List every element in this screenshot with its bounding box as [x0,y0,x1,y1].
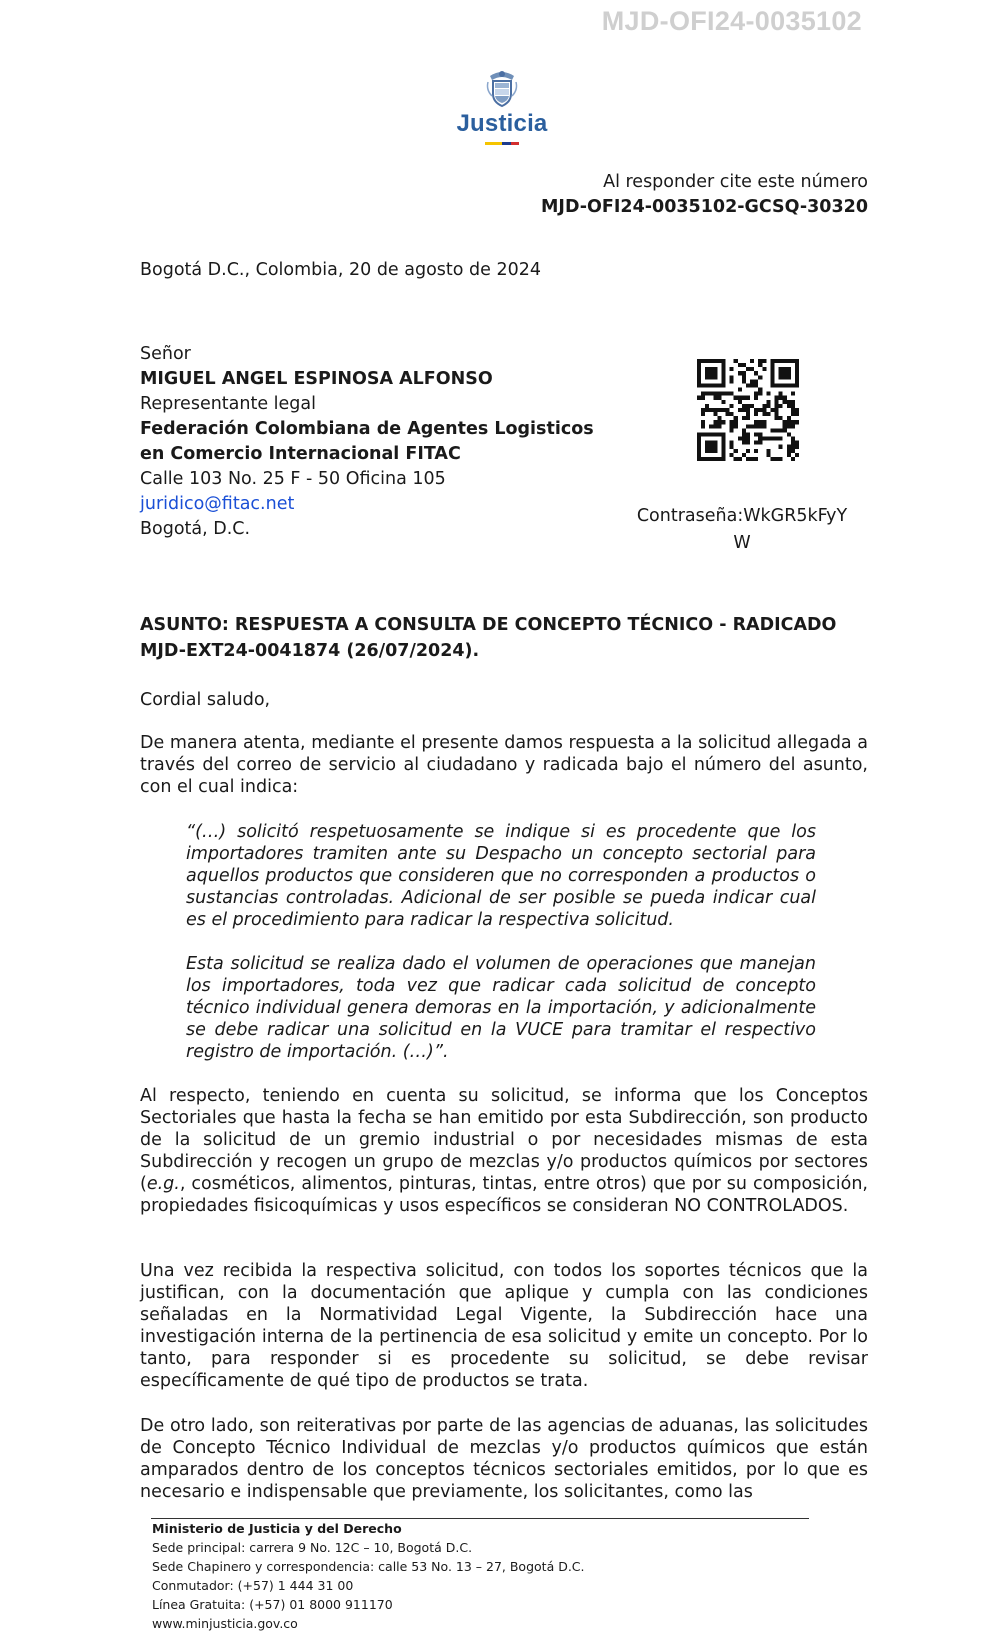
recipient-email-link[interactable]: juridico@fitac.net [140,494,295,514]
subject-line1: ASUNTO: RESPUESTA A CONSULTA DE CONCEPTO TÉCNICO - RADICADO [140,615,837,635]
justicia-logo [453,68,551,145]
password-line1: Contraseña:WkGR5kFyY [636,506,848,526]
footer-block [152,1519,585,1633]
password-line2: W [733,533,751,553]
document-id-watermark: MJD-OFI24-0035102 [601,6,862,36]
password-block [622,503,862,557]
footer-website-link[interactable]: www.minjusticia.gov.co [152,1616,298,1631]
footer-ministry: Ministerio de Justicia y del Derecho [152,1521,402,1536]
date-line: Bogotá D.C., Colombia, 20 de agosto de 2024 [140,260,542,280]
quote-paragraph-1: “(…) solicitó respetuosamente se indique si es procedente que los importadores tramiten ante su Despacho un concepto sectorial para aquellos productos que consideren que no corresponden a productos o sustancias controladas. Adicional de ser posible se pueda indicar cual es el procedimiento para radicar la respectiva solicitud. [186,822,816,930]
body-paragraph-2: Una vez recibida la respectiva solicitud, con todos los soportes técnicos que la justifican, con la documentación que aplique y cumpla con las condiciones señaladas en la Normatividad Legal Vigente, la Subdirección hace una investigación interna de la pertinencia de esa solicitud y emite un concepto. Por lo tanto, para responder si es procedente su solicitud, se debe revisar específicamente de qué tipo de productos se trata. [140,1261,868,1391]
recipient-city: Bogotá, D.C. [140,519,251,539]
greeting: Cordial saludo, [140,690,271,710]
recipient-address: Calle 103 No. 25 F - 50 Oficina 105 [140,469,446,489]
footer-linea-gratuita: Línea Gratuita: (+57) 01 8000 911170 [152,1597,393,1612]
recipient-block [140,342,594,542]
recipient-role: Representante legal [140,394,316,414]
footer-conmutador: Conmutador: (+57) 1 444 31 00 [152,1578,354,1593]
recipient-org-line1: Federación Colombiana de Agentes Logisticos [140,419,594,439]
citation-label: Al responder cite este número [603,172,868,192]
body-paragraph-1 [140,1085,868,1217]
body-paragraph-1-end: , cosméticos, alimentos, pinturas, tintas, entre otros) que por su composición, propiedades fisicoquímicas y usos específicos se consideran NO CONTROLADOS. [140,1174,868,1216]
coat-of-arms-icon [484,68,520,108]
flag-stripe [485,142,519,145]
recipient-salutation: Señor [140,344,191,364]
footer-sede-chapinero: Sede Chapinero y correspondencia: calle 53 No. 13 – 27, Bogotá D.C. [152,1559,585,1574]
recipient-name: MIGUEL ANGEL ESPINOSA ALFONSO [140,369,493,389]
citation-block [541,170,868,220]
body-paragraph-3: De otro lado, son reiterativas por parte de las agencias de aduanas, las solicitudes de Concepto Técnico Individual de mezclas y/o productos químicos que están amparados dentro de los conceptos técnicos sectoriales emitidos, por lo que es necesario e indispensable que previamente, los solicitantes, como las [140,1416,868,1502]
footer-sede-principal: Sede principal: carrera 9 No. 12C – 10, Bogotá D.C. [152,1540,473,1555]
quote-paragraph-2: Esta solicitud se realiza dado el volumen de operaciones que manejan los importadores, toda vez que radicar cada solicitud de concepto técnico individual genera demoras en la importación, y adicionalmente se debe radicar una solicitud en la VUCE para tramitar el respectivo registro de importación. (…)”. [186,954,816,1062]
subject-line2: MJD-EXT24-0041874 (26/07/2024). [140,641,480,661]
citation-number: MJD-OFI24-0035102-GCSQ-30320 [541,197,868,217]
recipient-org-line2: en Comercio Internacional FITAC [140,444,461,464]
subject-block [140,612,836,664]
body-paragraph-1-start: Al respecto, teniendo en cuenta su solicitud, se informa que los Conceptos Sectoriales que hasta la fecha se han emitido por esta Subdirección, son producto de la solicitud de un gremio industrial o por necesidades mismas de esta Subdirección y recogen un grupo de mezclas y/o productos químicos por sectores ( [140,1086,868,1194]
body-paragraph-1-eg: e.g. [146,1174,180,1194]
intro-paragraph: De manera atenta, mediante el presente damos respuesta a la solicitud allegada a través del correo de servicio al ciudadano y radicada bajo el número del asunto, con el cual indica: [140,733,868,797]
qr-code [697,359,799,461]
logo-wordmark: Justicia [456,110,548,137]
